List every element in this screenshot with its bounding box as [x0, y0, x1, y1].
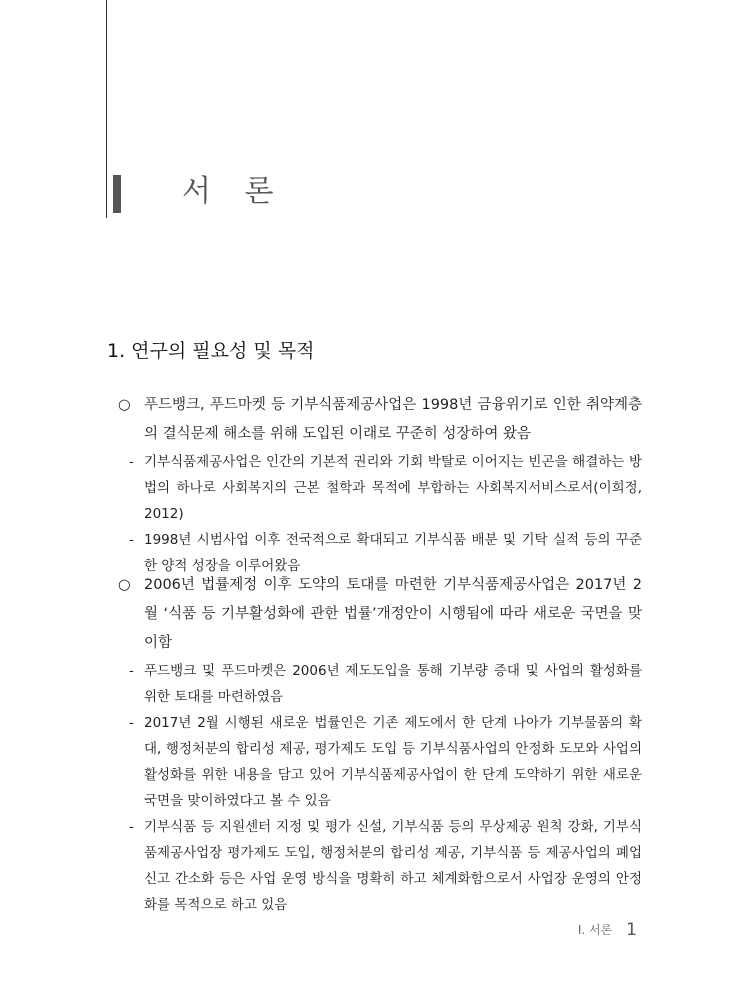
circle-bullet-icon: ○ — [118, 397, 131, 413]
sub-bullet-text: 1998년 시범사업 이후 전국적으로 확대되고 기부식품 배분 및 기탁 실적 등의 꾸준한 양적 성장을 이루어왔음 — [144, 532, 642, 574]
sub-bullet-text: 2017년 2월 시행된 새로운 법률인은 기존 제도에서 한 단계 나아가 기부물품의 확대, 행정처분의 합리성 제공, 평가제도 도입 등 기부식품사업의 안정화 도모와 사업의 활성화를 위한 내용을 담고 있어 기부식품제공사업이 한 단계 도약하기 위한 새로운 국면을 맞이하였다고 볼 수 있음 — [144, 715, 642, 809]
dash-bullet-icon: - — [129, 715, 134, 731]
chapter-title: 서 론 — [182, 174, 286, 209]
dash-bullet-icon: - — [129, 532, 134, 548]
page-number: 1 — [626, 920, 637, 940]
bullet-text: 2006년 법률제정 이후 도약의 토대를 마련한 기부식품제공사업은 2017년 2월 ‘식품 등 기부활성화에 관한 법률’개정안이 시행됨에 따라 새로운 국면을 맞이함 — [144, 577, 642, 651]
dash-bullet-icon: - — [129, 663, 134, 679]
sub-bullet-item — [116, 449, 642, 527]
chapter-numeral-bar — [113, 175, 121, 213]
bullet-item — [116, 391, 642, 449]
bullet-text: 푸드뱅크, 푸드마켓 등 기부식품제공사업은 1998년 금융위기로 인한 취약계층의 결식문제 해소를 위해 도입된 이래로 꾸준히 성장하여 왔음 — [144, 397, 642, 442]
footer-chapter-label: Ⅰ. 서론 — [577, 923, 613, 937]
page-footer — [578, 918, 637, 942]
margin-rule — [106, 0, 107, 218]
paragraph-block-1 — [116, 391, 642, 579]
sub-bullet-item — [116, 710, 642, 814]
paragraph-block-2 — [116, 571, 642, 918]
sub-bullet-text: 기부식품 등 지원센터 지정 및 평가 신설, 기부식품 등의 무상제공 원칙 강화, 기부식품제공사업장 평가제도 도입, 행정처분의 합리성 제공, 기부식품 등 제공사업의 폐업신고 간소화 등은 사업 운영 방식을 명확히 하고 체계화함으로서 사업장 운영의 안정화를 목적으로 하고 있음 — [144, 819, 642, 913]
dash-bullet-icon: - — [129, 454, 134, 470]
dash-bullet-icon: - — [129, 819, 134, 835]
section-title: 1. 연구의 필요성 및 목적 — [107, 340, 315, 362]
sub-bullet-item — [116, 814, 642, 918]
sub-bullet-item — [116, 658, 642, 710]
sub-bullet-text: 푸드뱅크 및 푸드마켓은 2006년 제도도입을 통해 기부량 증대 및 사업의 활성화를 위한 토대를 마련하였음 — [144, 663, 642, 705]
circle-bullet-icon: ○ — [118, 577, 131, 593]
sub-bullet-text: 기부식품제공사업은 인간의 기본적 권리와 기회 박탈로 이어지는 빈곤을 해결하는 방법의 하나로 사회복지의 근본 철학과 목적에 부합하는 사회복지서비스로서(이희정, 2012) — [144, 454, 642, 522]
bullet-item — [116, 571, 642, 658]
